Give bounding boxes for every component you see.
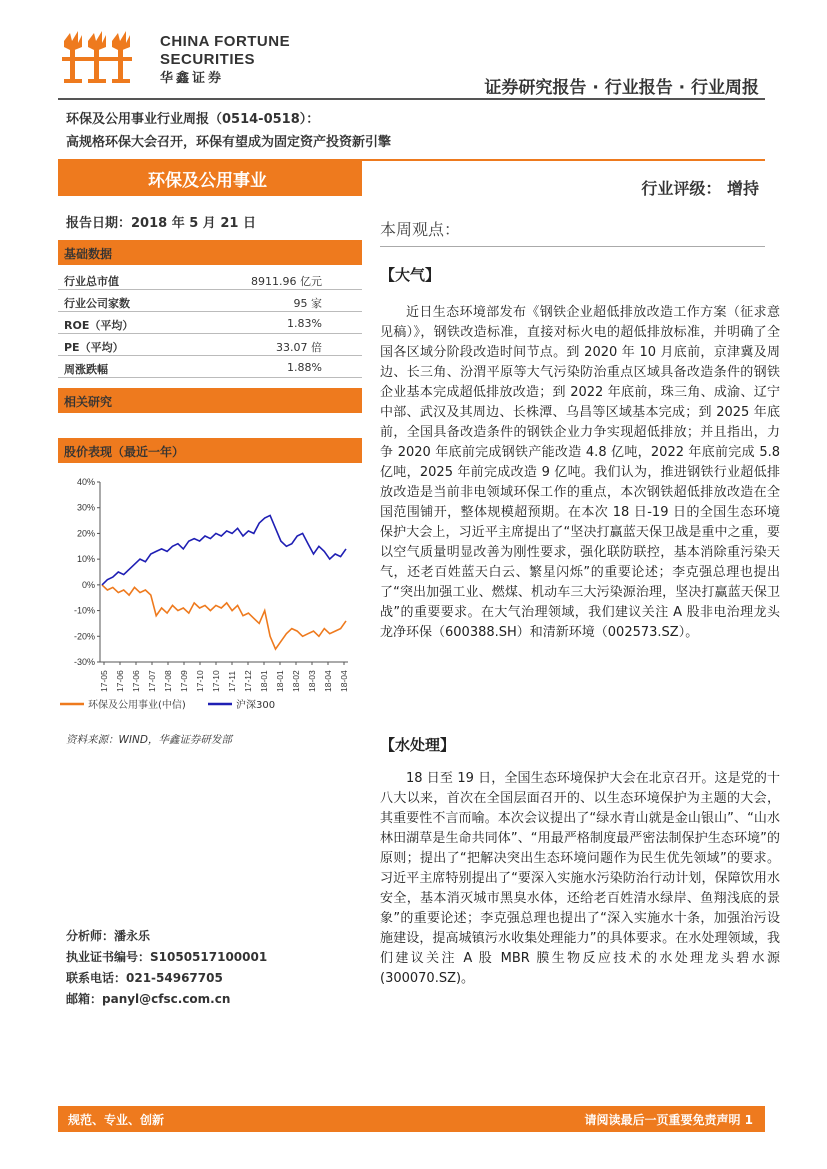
y-tick-label: 20% (76, 528, 95, 539)
footer-disclaimer: 请阅读最后一页重要免责声明 1 (584, 1113, 753, 1127)
y-tick-label: 40% (76, 477, 95, 487)
basic-data-header (58, 240, 362, 265)
row-value: 8911.96 亿元 (251, 275, 322, 288)
table-row (58, 290, 362, 312)
related-research-header (58, 388, 362, 413)
x-tick-label: 18-01 (275, 670, 285, 692)
price-performance-chart (58, 470, 362, 720)
row-label: 行业公司家数 (64, 297, 130, 310)
x-tick-label: 18-04 (339, 670, 349, 692)
y-tick-label: -30% (73, 657, 95, 667)
report-title-line1: 环保及公用事业行业周报（0514-0518）： (66, 112, 320, 127)
company-name-cn: 华鑫证券 (160, 70, 225, 85)
section-air-text: 近日生态环境部发布《钢铁企业超低排放改造工作方案（征求意见稿）》，钢铁改造标准，直接对标火电的超低排放标准，并明确了全国各区域分阶段改造时间节点。到 2020 年 10 月底前，京津冀及周边、长三角、汾渭平原等大气污染防治重点区域具备改造条件的钢铁企业基本完成超低排放改造；到 2022 年底前，珠三角、成渝、辽宁中部、武汉及其周边、长株潭、乌昌等区域基本完成；到 2025 年底前，全国具备改造条件的钢铁企业力争实现超低排放；并且指出，力争 2020 年底前完成钢铁产能改造 4.8 亿吨，2022 年底前完成 5.8 亿吨，2025 年前完成改造 9 亿吨。我们认为，推进钢铁行业超低排放改造是当前非电领域环保工作的重点，本次钢铁超低排放改造在全国范围铺开，整体规模超预期。在本次 18 日-19 日的全国生态环境保护大会上，习近平主席提出了“坚决打赢蓝天保卫战是重中之重，要以空气质量明显改善为刚性要求，强化联防联控，基本消除重污染天气，还老百姓蓝天白云、繁星闪烁”的重要论述；李克强总理也提出了“突出加强工业、燃煤、机动车三大污染源治理，坚决打赢蓝天保卫战”的重要要求。在大气治理领域，我们建议关注 A 股非电治理龙头龙净环保（600388.SH）和清新环境（002573.SZ）。 (380, 305, 780, 640)
company-name-en-1: CHINA FORTUNE (160, 33, 291, 50)
company-name (160, 33, 290, 87)
x-tick-label: 17-09 (179, 670, 189, 692)
y-tick-label: -20% (73, 631, 95, 642)
row-label: 行业总市值 (64, 275, 119, 288)
x-tick-label: 18-03 (307, 670, 317, 692)
analyst-email: 邮箱：panyl@cfsc.com.cn (66, 992, 231, 1006)
report-type: 证券研究报告 · 行业报告 · 行业周报 (484, 78, 759, 98)
sector-divider (362, 159, 765, 161)
x-tick-label: 17-08 (163, 670, 173, 692)
footer-slogan: 规范、专业、创新 (68, 1113, 165, 1127)
x-tick-label: 17-06 (115, 670, 125, 692)
report-title-line2: 高规格环保大会召开，环保有望成为固定资产投资新引擎 (66, 135, 392, 150)
row-label: PE（平均） (64, 341, 124, 354)
analyst-phone: 联系电话：021-54967705 (66, 971, 223, 985)
legend-label: 环保及公用事业(中信) (88, 700, 186, 711)
analyst-name: 分析师：潘永乐 (66, 929, 151, 943)
data-source: 资料来源：WIND，华鑫证券研发部 (66, 734, 232, 746)
price-performance-heading: 股价表现（最近一年） (64, 445, 185, 459)
header-divider (58, 98, 765, 100)
sector-name: 环保及公用事业 (148, 171, 267, 191)
x-tick-label: 17-06 (131, 670, 141, 692)
x-tick-label: 17-11 (227, 670, 237, 692)
y-tick-label: 10% (76, 554, 95, 565)
table-row (58, 312, 362, 334)
company-logo-icon (58, 27, 148, 87)
y-tick-label: 30% (76, 502, 95, 513)
row-label: ROE（平均） (64, 319, 134, 332)
chart-svg (58, 470, 362, 720)
analyst-info (66, 926, 267, 1010)
sector-banner (58, 159, 362, 196)
x-tick-label: 17-10 (195, 670, 205, 692)
x-tick-label: 17-05 (99, 670, 109, 692)
x-tick-label: 18-04 (323, 670, 333, 692)
row-value: 95 家 (293, 297, 322, 310)
basic-data-table (58, 268, 362, 378)
main-divider (380, 246, 765, 247)
section-water-text: 18 日至 19 日，全国生态环境保护大会在北京召开。这是党的十八大以来，首次在全国层面召开的、以生态环境保护为主题的大会，其重要性不言而喻。本次会议提出了“绿水青山就是金山银山”、“山水林田湖草是生命共同体”、“用最严格制度最严密法制保护生态环境”的原则；提出了“把解决突出生态环境问题作为民生优先领域”的要求。习近平主席特别提出了“要深入实施水污染防治行动计划，保障饮用水安全，基本消灭城市黑臭水体，还给老百姓清水绿岸、鱼翔浅底的景象”的重要论述；李克强总理也提出了“深入实施水十条，加强治污设施建设，提高城镇污水收集处理能力”的具体要求。在水处理领域，我们建议关注 A 股 MBR 膜生物反应技术的水处理龙头碧水源(300070.SZ)。 (380, 771, 780, 986)
price-performance-header (58, 438, 362, 463)
series-line-industry (102, 585, 346, 649)
row-label: 周涨跌幅 (64, 363, 108, 376)
series-line-hs300 (102, 515, 346, 585)
footer-bar (58, 1106, 765, 1132)
x-tick-label: 18-02 (291, 670, 301, 692)
y-tick-label: -10% (73, 605, 95, 616)
y-tick-label: 0% (81, 579, 95, 590)
legend-label: 沪深300 (236, 700, 276, 711)
report-date: 报告日期：2018 年 5 月 21 日 (66, 216, 256, 231)
section-air-heading: 【大气】 (380, 266, 441, 284)
x-tick-label: 17-07 (147, 670, 157, 692)
table-row (58, 334, 362, 356)
x-tick-label: 17-10 (211, 670, 221, 692)
table-row (58, 268, 362, 290)
row-value: 1.83% (287, 317, 322, 330)
x-tick-label: 18-01 (259, 670, 269, 692)
company-name-en-2: SECURITIES (160, 51, 256, 68)
related-research-heading: 相关研究 (64, 395, 113, 409)
x-tick-label: 17-12 (243, 670, 253, 692)
table-row (58, 356, 362, 378)
weekly-view-heading: 本周观点： (380, 220, 461, 239)
row-value: 33.07 倍 (276, 341, 322, 354)
industry-rating: 行业评级： 增持 (641, 179, 759, 198)
row-value: 1.88% (287, 361, 322, 374)
basic-data-heading: 基础数据 (64, 247, 113, 261)
section-water-heading: 【水处理】 (380, 736, 456, 754)
analyst-license: 执业证书编号：S1050517100001 (66, 950, 268, 964)
